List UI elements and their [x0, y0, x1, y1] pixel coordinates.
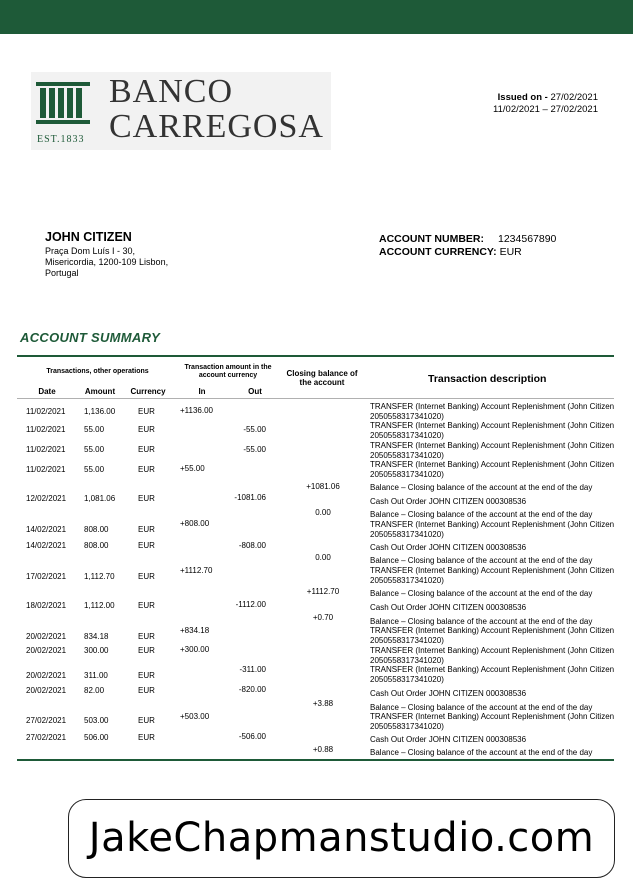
- row-out-amount: -311.00: [239, 665, 266, 674]
- watermark-text: JakeChapmanstudio.com: [88, 815, 595, 861]
- bank-logo: [31, 72, 331, 150]
- header-out: Out: [248, 387, 262, 396]
- row-currency: EUR: [138, 686, 155, 695]
- transaction-description: TRANSFER (Internet Banking) Account Replenishment (John Citizen 2050558317341020): [370, 566, 615, 585]
- row-currency: EUR: [138, 601, 155, 610]
- client-name: JOHN CITIZEN: [45, 230, 132, 244]
- account-number-label: ACCOUNT NUMBER:: [379, 233, 484, 245]
- row-currency: EUR: [138, 407, 155, 416]
- row-amount: 55.00: [84, 465, 105, 474]
- row-amount: 300.00: [84, 646, 109, 655]
- header-description: Transaction description: [428, 373, 547, 385]
- transaction-description: TRANSFER (Internet Banking) Account Replenishment (John Citizen 2050558317341020): [370, 665, 615, 684]
- transaction-description: TRANSFER (Internet Banking) Account Replenishment (John Citizen 2050558317341020): [370, 402, 615, 421]
- top-brand-bar: [0, 0, 633, 34]
- row-amount: 311.00: [84, 671, 108, 680]
- row-currency: EUR: [138, 671, 155, 680]
- transaction-description: TRANSFER (Internet Banking) Account Replenishment (John Citizen 2050558317341020): [370, 712, 615, 731]
- transaction-description: Balance – Closing balance of the account at the end of the day: [370, 510, 593, 519]
- row-currency: EUR: [138, 572, 155, 581]
- row-amount: 1,081.06: [84, 494, 116, 503]
- established-year: EST.1833: [37, 134, 85, 145]
- row-out-amount: -1081.06: [234, 493, 266, 502]
- row-amount: 506.00: [84, 733, 109, 742]
- header-date: Date: [38, 387, 56, 396]
- row-in-amount: +808.00: [180, 519, 210, 528]
- row-amount: 55.00: [84, 425, 105, 434]
- row-date: 27/02/2021: [26, 733, 67, 742]
- transaction-description: Balance – Closing balance of the account at the end of the day: [370, 703, 593, 712]
- row-amount: 503.00: [84, 716, 109, 725]
- row-in-amount: +834.18: [180, 626, 210, 635]
- row-out-amount: -55.00: [243, 425, 266, 434]
- row-date: 14/02/2021: [26, 525, 67, 534]
- columns-logo-icon: [36, 82, 90, 132]
- transaction-description: TRANSFER (Internet Banking) Account Replenishment (John Citizen 2050558317341020): [370, 626, 615, 645]
- row-amount: 808.00: [84, 541, 109, 550]
- row-currency: EUR: [138, 646, 155, 655]
- row-currency: EUR: [138, 716, 155, 725]
- closing-balance: +0.88: [312, 745, 334, 754]
- row-currency: EUR: [138, 494, 155, 503]
- divider: [17, 759, 614, 761]
- header-in: In: [198, 387, 206, 396]
- row-in-amount: +300.00: [180, 645, 210, 654]
- row-amount: 1,112.00: [84, 601, 115, 610]
- row-amount: 834.18: [84, 632, 109, 641]
- transaction-description: Balance – Closing balance of the account at the end of the day: [370, 748, 593, 757]
- row-out-amount: -808.00: [238, 541, 266, 550]
- transaction-description: Cash Out Order JOHN CITIZEN 000308536: [370, 543, 527, 552]
- row-date: 27/02/2021: [26, 716, 67, 725]
- closing-balance: +1081.06: [306, 482, 340, 491]
- transaction-description: TRANSFER (Internet Banking) Account Replenishment (John Citizen 2050558317341020): [370, 421, 615, 440]
- row-date: 14/02/2021: [26, 541, 67, 550]
- transaction-description: TRANSFER (Internet Banking) Account Replenishment (John Citizen 2050558317341020): [370, 646, 615, 665]
- row-date: 20/02/2021: [26, 686, 67, 695]
- row-date: 20/02/2021: [26, 632, 67, 641]
- row-out-amount: -506.00: [238, 732, 266, 741]
- row-amount: 1,112.70: [84, 572, 115, 581]
- transaction-description: Cash Out Order JOHN CITIZEN 000308536: [370, 735, 527, 744]
- watermark-box: [68, 799, 615, 878]
- row-in-amount: +503.00: [180, 712, 210, 721]
- transaction-description: Balance – Closing balance of the account at the end of the day: [370, 617, 593, 626]
- row-currency: EUR: [138, 465, 155, 474]
- header-amount: Amount: [84, 387, 116, 396]
- row-date: 11/02/2021: [26, 407, 66, 416]
- address-line: Portugal: [45, 268, 79, 278]
- row-currency: EUR: [138, 632, 155, 641]
- transaction-description: TRANSFER (Internet Banking) Account Replenishment (John Citizen 2050558317341020): [370, 460, 615, 479]
- issued-label: Issued on -: [497, 92, 548, 103]
- row-amount: 808.00: [84, 525, 109, 534]
- section-title: ACCOUNT SUMMARY: [20, 330, 161, 345]
- account-number: 1234567890: [498, 233, 557, 245]
- address-line: Misericordia, 1200-109 Lisbon,: [45, 257, 169, 267]
- header-amount-group: Transaction amount in the account currency: [184, 364, 272, 379]
- transaction-description: TRANSFER (Internet Banking) Account Replenishment (John Citizen 2050558317341020): [370, 520, 615, 539]
- row-currency: EUR: [138, 445, 155, 454]
- row-date: 11/02/2021: [26, 425, 66, 434]
- header-divider: [17, 398, 614, 399]
- transaction-description: Cash Out Order JOHN CITIZEN 000308536: [370, 689, 527, 698]
- row-amount: 82.00: [84, 686, 105, 695]
- address-line: Praça Dom Luís I - 30,: [45, 246, 136, 256]
- header-currency: Currency: [130, 387, 166, 396]
- closing-balance: 0.00: [315, 508, 331, 517]
- row-in-amount: +1136.00: [180, 406, 213, 415]
- account-info: [379, 233, 556, 259]
- row-currency: EUR: [138, 541, 155, 550]
- bank-name-line1: BANCO: [109, 73, 234, 110]
- row-date: 20/02/2021: [26, 646, 67, 655]
- account-currency: EUR: [499, 246, 522, 258]
- row-date: 11/02/2021: [26, 465, 66, 474]
- divider: [17, 355, 614, 357]
- issued-date: 27/02/2021: [550, 92, 598, 103]
- transaction-description: Balance – Closing balance of the account at the end of the day: [370, 556, 593, 565]
- row-date: 11/02/2021: [26, 445, 66, 454]
- statement-period: 11/02/2021 – 27/02/2021: [493, 103, 598, 115]
- row-in-amount: +55.00: [180, 464, 205, 473]
- issue-info: [493, 92, 598, 115]
- row-out-amount: -820.00: [238, 685, 266, 694]
- row-currency: EUR: [138, 425, 155, 434]
- bank-name-line2: CARREGOSA: [109, 108, 324, 145]
- row-currency: EUR: [138, 733, 155, 742]
- client-block: [45, 230, 168, 279]
- row-date: 18/02/2021: [26, 601, 67, 610]
- closing-balance: +3.88: [312, 699, 334, 708]
- client-address: [45, 246, 168, 279]
- row-date: 12/02/2021: [26, 494, 67, 503]
- row-out-amount: -55.00: [243, 445, 266, 454]
- transaction-description: Balance – Closing balance of the account at the end of the day: [370, 589, 593, 598]
- row-in-amount: +1112.70: [180, 566, 213, 575]
- transaction-description: TRANSFER (Internet Banking) Account Replenishment (John Citizen 2050558317341020): [370, 441, 615, 460]
- row-amount: 1,136.00: [84, 407, 116, 416]
- closing-balance: +0.70: [312, 613, 334, 622]
- header-transactions-group: Transactions, other operations: [46, 368, 149, 375]
- transaction-description: Cash Out Order JOHN CITIZEN 000308536: [370, 603, 527, 612]
- closing-balance: +1112.70: [306, 587, 340, 596]
- account-currency-label: ACCOUNT CURRENCY:: [379, 246, 497, 258]
- header-closing-balance: Closing balance of the account: [286, 369, 358, 387]
- transaction-description: Cash Out Order JOHN CITIZEN 000308536: [370, 497, 527, 506]
- row-currency: EUR: [138, 525, 155, 534]
- transaction-description: Balance – Closing balance of the account at the end of the day: [370, 483, 593, 492]
- row-date: 20/02/2021: [26, 671, 67, 680]
- row-date: 17/02/2021: [26, 572, 67, 581]
- row-amount: 55.00: [84, 445, 105, 454]
- closing-balance: 0.00: [315, 553, 331, 562]
- bank-name: [109, 74, 324, 144]
- row-out-amount: -1112.00: [235, 600, 266, 609]
